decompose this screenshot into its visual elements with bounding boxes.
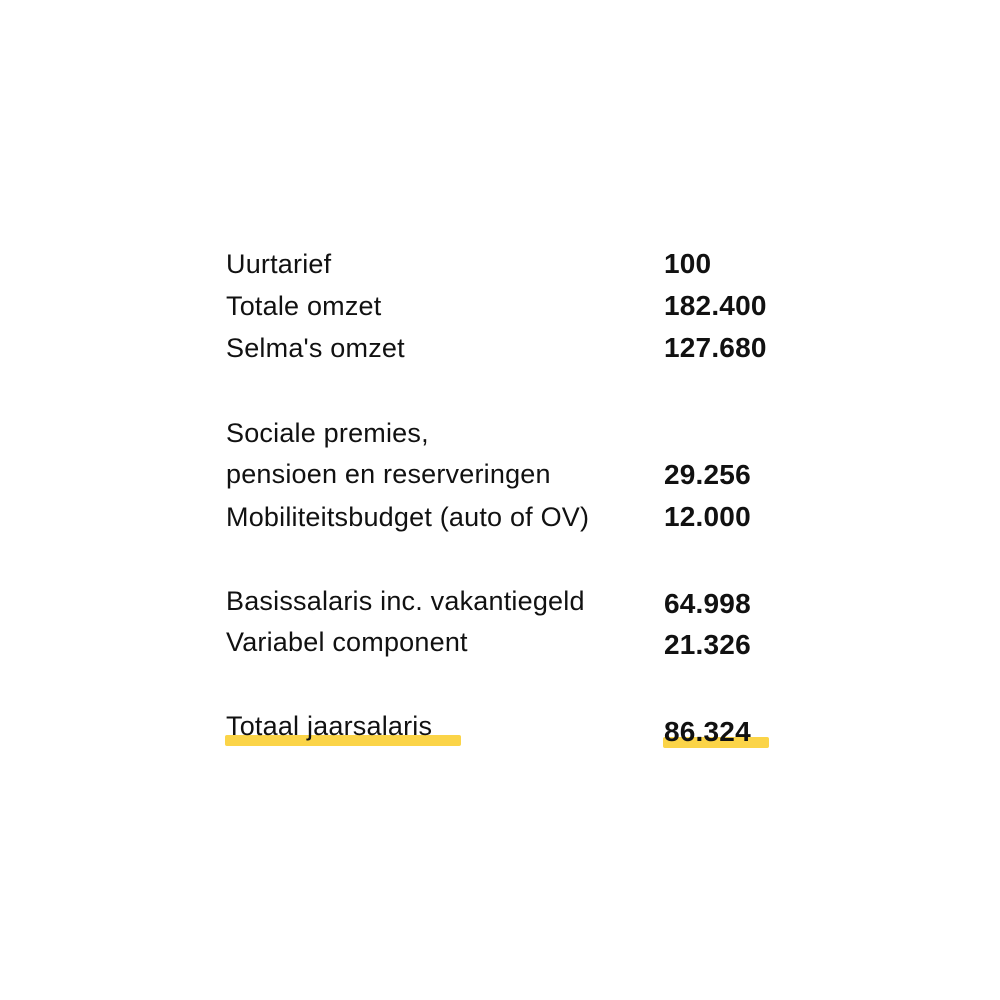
mobiliteit-value: 12.000: [664, 501, 751, 532]
uurtarief-label: Uurtarief: [226, 249, 332, 279]
sociale-premies-label-line2: pensioen en reserveringen: [226, 459, 551, 489]
sociale-premies-value: 29.256: [664, 459, 751, 490]
totaal-value: 86.324: [664, 716, 751, 747]
mobiliteit-label: Mobiliteitsbudget (auto of OV): [226, 502, 590, 532]
uurtarief-value: 100: [664, 248, 712, 279]
totale-omzet-value: 182.400: [664, 290, 767, 321]
sociale-premies-label-line1: Sociale premies,: [226, 418, 429, 448]
basissalaris-value: 64.998: [664, 588, 751, 619]
variabel-label: Variabel component: [226, 627, 468, 657]
basissalaris-label: Basissalaris inc. vakantiegeld: [226, 586, 585, 616]
totaal-label: Totaal jaarsalaris: [226, 711, 433, 741]
totale-omzet-label: Totale omzet: [226, 291, 382, 321]
selma-omzet-value: 127.680: [664, 332, 767, 363]
selma-omzet-label: Selma's omzet: [226, 333, 405, 363]
variabel-value: 21.326: [664, 629, 751, 660]
